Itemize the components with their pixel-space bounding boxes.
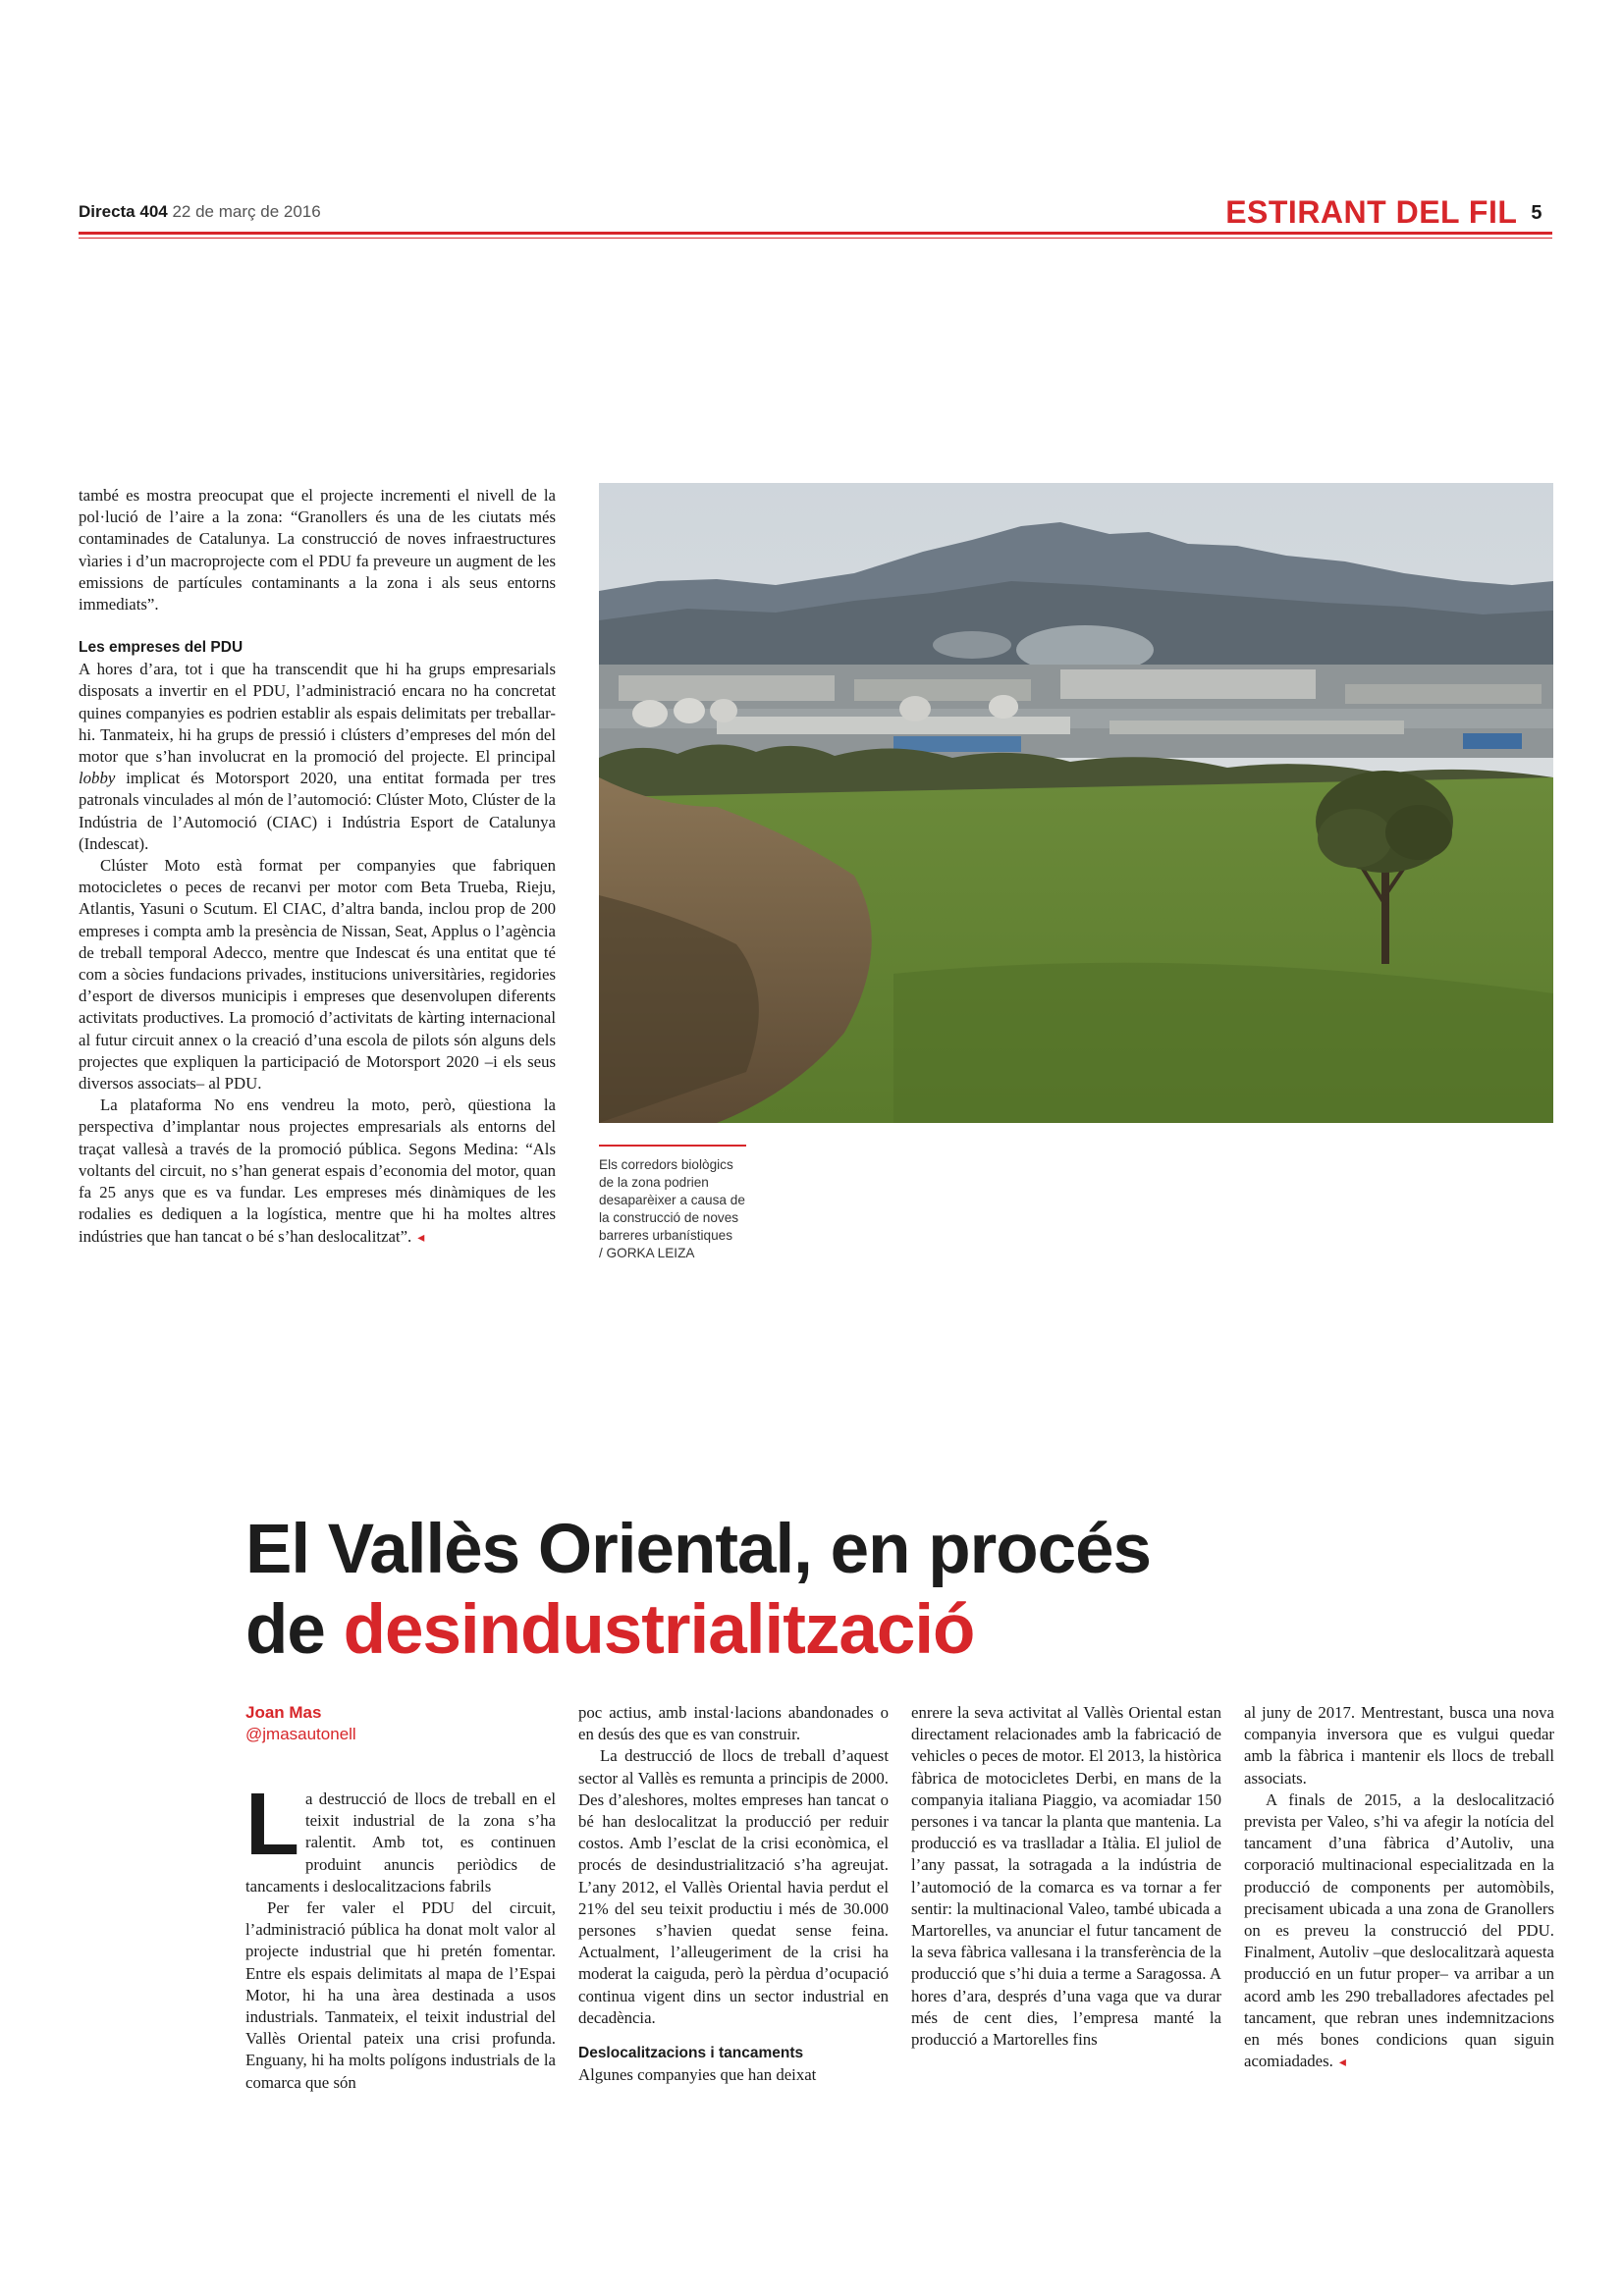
- top-article-paragraph: A hores d’ara, tot i que ha transcendit que hi ha grups empresarials disposats a invertir en el PDU, l’administració encara no ha concretat quines companyies es podrien establir als espais delimitats per treballar-hi. Tanmateix, hi ha grups de pressió i clústers d’empreses del món del motor que s’han involucrat en la promoció del projecte. El principal lobby implicat és Motorsport 2020, una entitat formada per tres patronals vinculades al món de l’automoció: Clúster Moto, Clúster de la Indústria de l’Automoció (CIAC) i Indústria Esport de Catalunya (Indescat).: [79, 660, 556, 853]
- body-paragraph: al juny de 2017. Mentrestant, busca una nova companyia inversora que es vulgui quedar amb la fàbrica i mantenir els llocs de treball associats.: [1244, 1703, 1554, 1788]
- drop-cap: L: [245, 1776, 299, 1874]
- header-rule: [79, 232, 1552, 235]
- publication-name: Directa 404: [79, 202, 168, 221]
- main-subhead: Deslocalitzacions i tancaments: [578, 2045, 804, 2062]
- lead-paragraph: La destrucció de llocs de treball en el teixit industrial de la zona s’ha ralentit. Amb tot, es continuen produint anuncis periòdics de tancaments i deslocalitzacions fabrils: [245, 1776, 556, 1896]
- publication-info: [79, 202, 321, 222]
- end-marker-icon: ◂: [417, 1228, 425, 1245]
- author-handle[interactable]: @jmasautonell: [245, 1725, 356, 1743]
- section-title-block: [1225, 194, 1542, 231]
- body-paragraph: A finals de 2015, a la deslocalització prevista per Valeo, s’hi va afegir la notícia del tancament d’una fàbrica d’Autoliv, una corporació multinacional especialitzada en la producció de components per automòbils, precisament ubicada a una zona de Granollers on es preveu la construcció del PDU. Finalment, Autoliv –que deslocalitzarà aquesta producció en un futur proper– va arribar a un acord amb les 290 treballadores afectades pel tancament, que rebran unes indemnitzacions en més bones condicions quan siguin acomiadades. ◂: [1244, 1789, 1554, 2071]
- author-name: Joan Mas: [245, 1703, 322, 1722]
- headline-line-1: El Vallès Oriental, en procés: [245, 1511, 1152, 1588]
- body-paragraph: Algunes companyies que han deixat: [578, 2065, 817, 2085]
- body-paragraph: poc actius, amb instal·lacions abandonades o en desús des que es van construir.: [578, 1703, 889, 1744]
- body-paragraph: enrere la seva activitat al Vallès Oriental estan directament relacionades amb la fabricació de vehicles o peces de motor. El 2013, la històrica fàbrica de motocicletes Derbi, en mans de la companyia italiana Piaggio, va acomiadar 150 persones i va tancar la planta que mantenia. La producció es va traslladar a Itàlia. El juliol de l’any passat, la sotragada a la indústria de l’automoció de la comarca es va tornar a fer sentir: la multinacional Valeo, també ubicada a Martorelles, va anunciar el futur tancament de la seva fàbrica vallesana i la transferència de la producció que s’hi duia a terme a Saragossa. A hores d’ara, després d’una vaga que va durar més de cent dies, l’empresa manté la producció a Martorelles fins: [911, 1703, 1221, 2050]
- top-article-column: [79, 485, 556, 1248]
- landscape-photo: [599, 483, 1553, 1123]
- photo-credit: / GORKA LEIZA: [599, 1246, 695, 1260]
- issue-date: 22 de març de 2016: [172, 202, 321, 221]
- headline-keyword: desindustrialització: [343, 1591, 975, 1669]
- header-rule-thin: [79, 238, 1552, 239]
- byline: [245, 1702, 356, 1745]
- photo-caption: [599, 1156, 746, 1262]
- body-paragraph: La destrucció de llocs de treball d’aquest sector al Vallès es remunta a principis de 2000. Des d’aleshores, moltes empreses han tancat o bé han deslocalitzat la producció per reduir costos. Amb l’esclat de la crisi econòmica, el procés de desindustrialització s’ha agreujat. L’any 2012, el Vallès Oriental havia perdut el 21% del seu teixit productiu i més de 30.000 persones s’havien quedat sense feina. Actualment, l’alleugeriment de la crisi ha moderat la caiguda, però la pèrdua d’ocupació continua vigent dins un sector industrial en decadència.: [578, 1746, 889, 2027]
- top-article-paragraph: també es mostra preocupat que el projecte incrementi el nivell de la pol·lució de l’aire a la zona: “Granollers és una de les ciutats més contaminades de Catalunya. La construcció de noves infraestructures vìaries i d’un macroprojecte com el PDU fa preveure un augment de les emissions de partícules contaminants a la zona i als seus entorns immediats”.: [79, 486, 556, 614]
- caption-text: Els corredors biològics de la zona podrien desaparèixer a causa de la construcció de noves barreres urbanístiques: [599, 1157, 745, 1243]
- top-article-paragraph: La plataforma No ens vendreu la moto, però, qüestiona la perspectiva d’implantar nous projectes empresarials als entorns del traçat vallesà a través de la promoció pública. Segons Medina: “Als voltants del circuit, no s’han generat espais d’economia del motor, quan fa 25 anys que es va fundar. Les empreses més dinàmiques de les rodalies es dediquen a la logística, mentre que hi ha moltes altres indústries que han tancat o bé s’han deslocalitzat”. ◂: [79, 1095, 556, 1246]
- body-paragraph: Per fer valer el PDU del circuit, l’administració pública ha donat molt valor al projecte industrial que hi pretén fomentar. Entre els espais delimitats al mapa de l’Espai Motor, hi ha una àrea destinada a usos industrials. Tanmateix, el teixit industrial del Vallès Oriental pateix una crisi profunda. Enguany, hi ha molts polígons industrials de la comarca que són: [245, 1898, 556, 2092]
- section-title: ESTIRANT DEL FIL: [1225, 194, 1518, 230]
- main-column-3: [911, 1702, 1221, 2051]
- main-column-4: [1244, 1702, 1554, 2072]
- main-column-2: [578, 1702, 889, 2086]
- caption-rule: [599, 1145, 746, 1147]
- end-marker-icon: ◂: [1338, 2054, 1346, 2070]
- page-number: 5: [1531, 202, 1542, 224]
- main-column-1: [245, 1776, 556, 2094]
- main-headline: [245, 1510, 1151, 1671]
- top-article-subhead: Les empreses del PDU: [79, 639, 243, 657]
- headline-de: de: [245, 1591, 344, 1669]
- top-article-paragraph: Clúster Moto està format per companyies que fabriquen motocicletes o peces de recanvi per motor com Beta Trueba, Rieju, Atlantis, Yasuni o Scutum. El CIAC, d’altra banda, inclou prop de 200 empreses i compta amb la presència de Nissan, Seat, Applus o l’agència de treball temporal Adecco, mentre que Indescat és una entitat que té com a sòcies fundacions privades, institucions universitàries, regidories d’esport de diversos municipis i empreses que desenvolupen diferents activitats productives. La promoció d’activitats de kàrting internacional al futur circuit annex o la creació d’una escola de pilots són alguns dels projectes que expliquen la participació de Motorsport 2020 –i els seus diversos associats– al PDU.: [79, 856, 556, 1094]
